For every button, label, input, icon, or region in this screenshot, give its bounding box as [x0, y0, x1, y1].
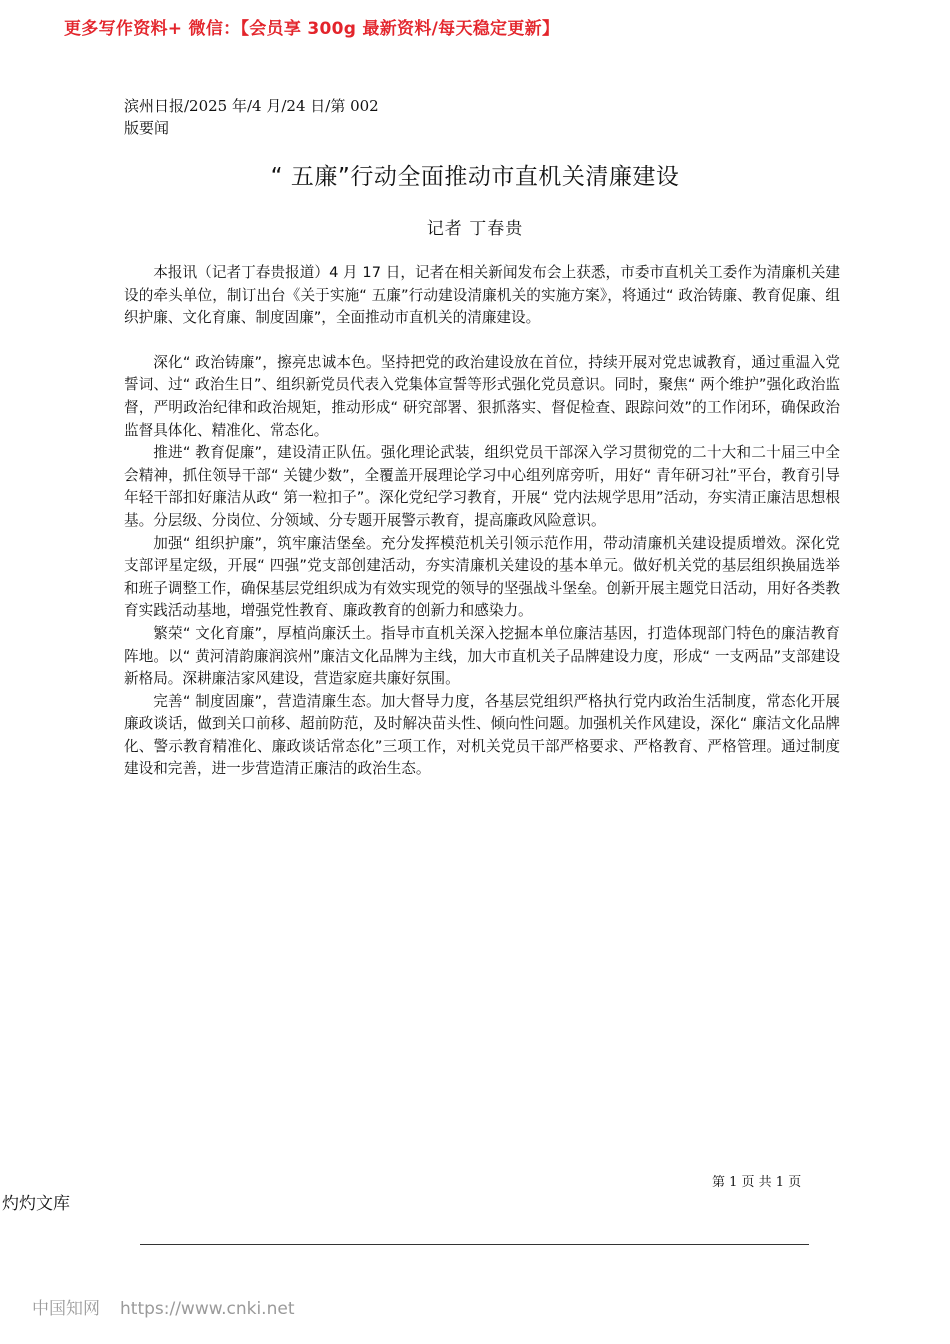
article-body: [124, 262, 840, 781]
paragraph-lead: 本报讯（记者丁春贵报道）4 月 17 日，记者在相关新闻发布会上获悉，市委市直机关工委作为清廉机关建设的牵头单位，制订出台《关于实施“ 五廉”行动建设清廉机关的实施方案》，将通过“ 政治铸廉、教育促廉、组织护廉、文化育廉、制度固廉”，全面推动市直机关的清廉建设。: [124, 264, 840, 327]
paragraph-system: 完善“ 制度固廉”，营造清廉生态。加大督导力度，各基层党组织严格执行党内政治生活制度，常态化开展廉政谈话，做到关口前移、超前防范，及时解决苗头性、倾向性问题。加强机关作风建设，深化“ 廉洁文化品牌化、警示教育精准化、廉政谈话常态化”三项工作，对机关党员干部严格要求、严格教育、严格管理。通过制度建设和完善，进一步营造清正廉洁的政治生态。: [124, 692, 840, 778]
paragraph-political: 深化“ 政治铸廉”，擦亮忠诚本色。坚持把党的政治建设放在首位，持续开展对党忠诚教育，通过重温入党誓词、过“ 政治生日”、组织新党员代表入党集体宣誓等形式强化党员意识。同时，聚焦“ 两个维护”强化政治监督，严明政治纪律和政治规矩，推动形成“ 研究部署、狠抓落实、督促检查、跟踪问效”的工作闭环，确保政治监督具体化、精准化、常态化。: [124, 353, 840, 439]
cnki-watermark: [32, 1294, 294, 1319]
article-title: “ 五廉”行动全面推动市直机关清廉建设: [270, 164, 680, 190]
source-info: [124, 95, 379, 139]
footer-divider: [140, 1244, 809, 1245]
watermark-brand: 中国知网: [32, 1299, 100, 1319]
watermark-url: https://www.cnki.net: [120, 1299, 295, 1319]
paragraph-culture: 繁荣“ 文化育廉”，厚植尚廉沃土。指导市直机关深入挖掘本单位廉洁基因，打造体现部门特色的廉洁教育阵地。以“ 黄河清韵廉润滨州”廉洁文化品牌为主线，加大市直机关子品牌建设力度，形成“ 一支两品”支部建设新格局。深耕廉洁家风建设，营造家庭共廉好氛围。: [124, 624, 840, 688]
source-line: 滨州日报/2025 年/4 月/24 日/第 002: [124, 97, 379, 115]
paragraph-education: 推进“ 教育促廉”，建设清正队伍。强化理论武装，组织党员干部深入学习贯彻党的二十大和二十届三中全会精神，抓住领导干部“ 关键少数”，全覆盖开展理论学习中心组列席旁听，用好“ 青年研习社”平台，教育引导年轻干部扣好廉洁从政“ 第一粒扣子”。深化党纪学习教育，开展“ 党内法规学思用”活动，夯实清正廉洁思想根基。分层级、分岗位、分领域、分专题开展警示教育，提高廉政风险意识。: [124, 444, 840, 529]
article-byline: 记者 丁春贵: [426, 219, 524, 239]
promo-banner: 更多写作资料+ 微信：【会员享 300g 最新资料/每天稳定更新】: [64, 19, 560, 39]
section-line: 版要闻: [124, 119, 170, 137]
library-name: 灼灼文库: [2, 1194, 70, 1214]
page-indicator: 第 1 页 共 1 页: [712, 1175, 802, 1190]
paragraph-organization: 加强“ 组织护廉”，筑牢廉洁堡垒。充分发挥模范机关引领示范作用，带动清廉机关建设提质增效。深化党支部评星定级，开展“ 四强”党支部创建活动，夯实清廉机关建设的基本单元。做好机关党的基层组织换届选举和班子调整工作，确保基层党组织成为有效实现党的领导的坚强战斗堡垒。创新开展主题党日活动，用好各类教育实践活动基地，增强党性教育、廉政教育的创新力和感染力。: [124, 534, 840, 620]
